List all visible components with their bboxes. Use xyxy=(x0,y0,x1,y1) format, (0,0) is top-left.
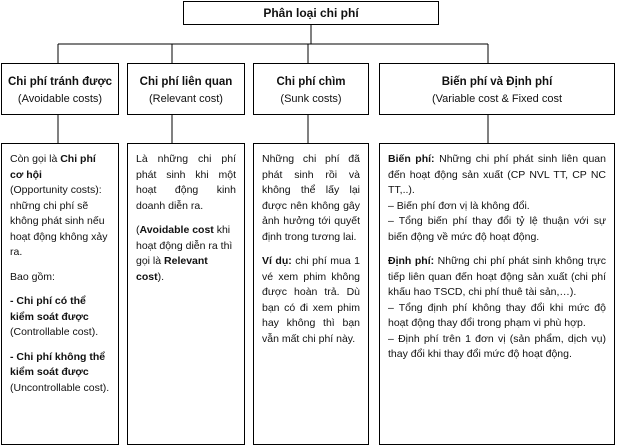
avoidable-item1-rest: (Controllable cost). xyxy=(10,326,99,338)
root-node xyxy=(183,1,439,25)
relevant-para2 xyxy=(136,223,236,285)
category-avoidable xyxy=(1,63,119,115)
fixed-cost-line3: – Định phí trên 1 đơn vị (sản phẩm, dịch vụ) thay đổi khi thay đổi mức độ hoạt động. xyxy=(388,332,606,360)
relevant-p2-bold2: Relevant cost xyxy=(136,255,208,283)
variable-cost-label: Biến phí: xyxy=(388,153,435,165)
relevant-para1: Là những chi phí phát sinh khi một hoạt động kinh doanh diễn ra. xyxy=(136,153,236,212)
category-relevant-subtitle: (Relevant cost) xyxy=(149,93,223,105)
fixed-cost-desc: Những chi phí phát sinh không trực tiếp liên quan đến hoạt động sản xuất (chi phí khấu hao TSCD, chi phí thuê tài sản,…). xyxy=(388,255,606,298)
avoidable-intro xyxy=(10,152,110,261)
category-sunk-subtitle: (Sunk costs) xyxy=(280,93,342,105)
avoidable-intro-prefix: Còn gọi là xyxy=(10,153,61,165)
avoidable-item2-rest: (Uncontrollable cost). xyxy=(10,381,110,394)
root-title: Phân loại chi phí xyxy=(263,6,359,20)
category-variable-fixed xyxy=(379,63,615,115)
sunk-para1: Những chi phí đã phát sinh rồi và không thể lấy lại được nên không gây ảnh hưởng tới quyết định trong tương lai. xyxy=(262,153,360,243)
category-sunk xyxy=(253,63,369,115)
fixed-cost-label: Định phí: xyxy=(388,255,435,267)
fixed-cost-line2: – Tổng định phí không thay đổi khi mức độ hoạt động thay đổi trong phạm vi phù hợp. xyxy=(388,301,606,329)
variable-cost-block xyxy=(388,152,606,245)
avoidable-item-uncontrollable xyxy=(10,350,110,397)
variable-cost-desc: Những chi phí phát sinh liên quan đến hoạt động sản xuất (CP NVL TT, CP NC TT,..). xyxy=(388,153,606,196)
category-variable-fixed-subtitle: (Variable cost & Fixed cost xyxy=(431,93,562,105)
avoidable-item2-bold: - Chi phí không thể kiểm soát được xyxy=(10,350,106,378)
category-avoidable-subtitle: (Avoidable costs) xyxy=(17,93,103,105)
detail-avoidable xyxy=(1,143,119,445)
category-variable-fixed-title: Biến phí và Định phí xyxy=(441,76,553,88)
avoidable-item1-bold: - Chi phí có thể kiểm soát được xyxy=(10,295,89,323)
variable-cost-line2: – Biến phí đơn vị là không đổi. xyxy=(388,199,530,212)
avoidable-includes: Bao gồm: xyxy=(10,270,55,283)
fixed-cost-block xyxy=(388,254,606,363)
avoidable-intro-bold: Chi phí cơ hội xyxy=(10,153,96,181)
category-sunk-title: Chi phí chìm xyxy=(276,76,346,88)
relevant-p2-close: ). xyxy=(157,270,165,283)
relevant-p2-bold1: Avoidable cost xyxy=(139,224,214,236)
relevant-p2-open: ( xyxy=(136,224,140,236)
avoidable-item-controllable xyxy=(10,294,110,341)
detail-variable-fixed xyxy=(379,143,615,445)
sunk-example xyxy=(262,254,360,347)
avoidable-intro-rest: (Opportunity costs): những chi phí sẽ không phát sinh nếu hoạt động không xảy ra. xyxy=(10,184,108,258)
category-relevant xyxy=(127,63,245,115)
detail-relevant xyxy=(127,143,245,445)
sunk-example-rest: chi phí mua 1 vé xem phim không được hoàn trả. Dù bạn có đi xem phim hay không thì bạn vẫn mất chi phí này. xyxy=(262,255,361,345)
detail-sunk xyxy=(253,143,369,445)
variable-cost-line3: – Tổng biến phí thay đổi tỷ lệ thuận với sự biến động về mức độ hoạt động. xyxy=(388,215,606,243)
category-relevant-title: Chi phí liên quan xyxy=(139,76,233,88)
sunk-example-bold: Ví dụ: xyxy=(262,255,292,267)
relevant-p2-mid: khi hoạt động diễn ra thì gọi là xyxy=(136,224,233,267)
category-avoidable-title: Chi phí tránh được xyxy=(7,76,113,88)
